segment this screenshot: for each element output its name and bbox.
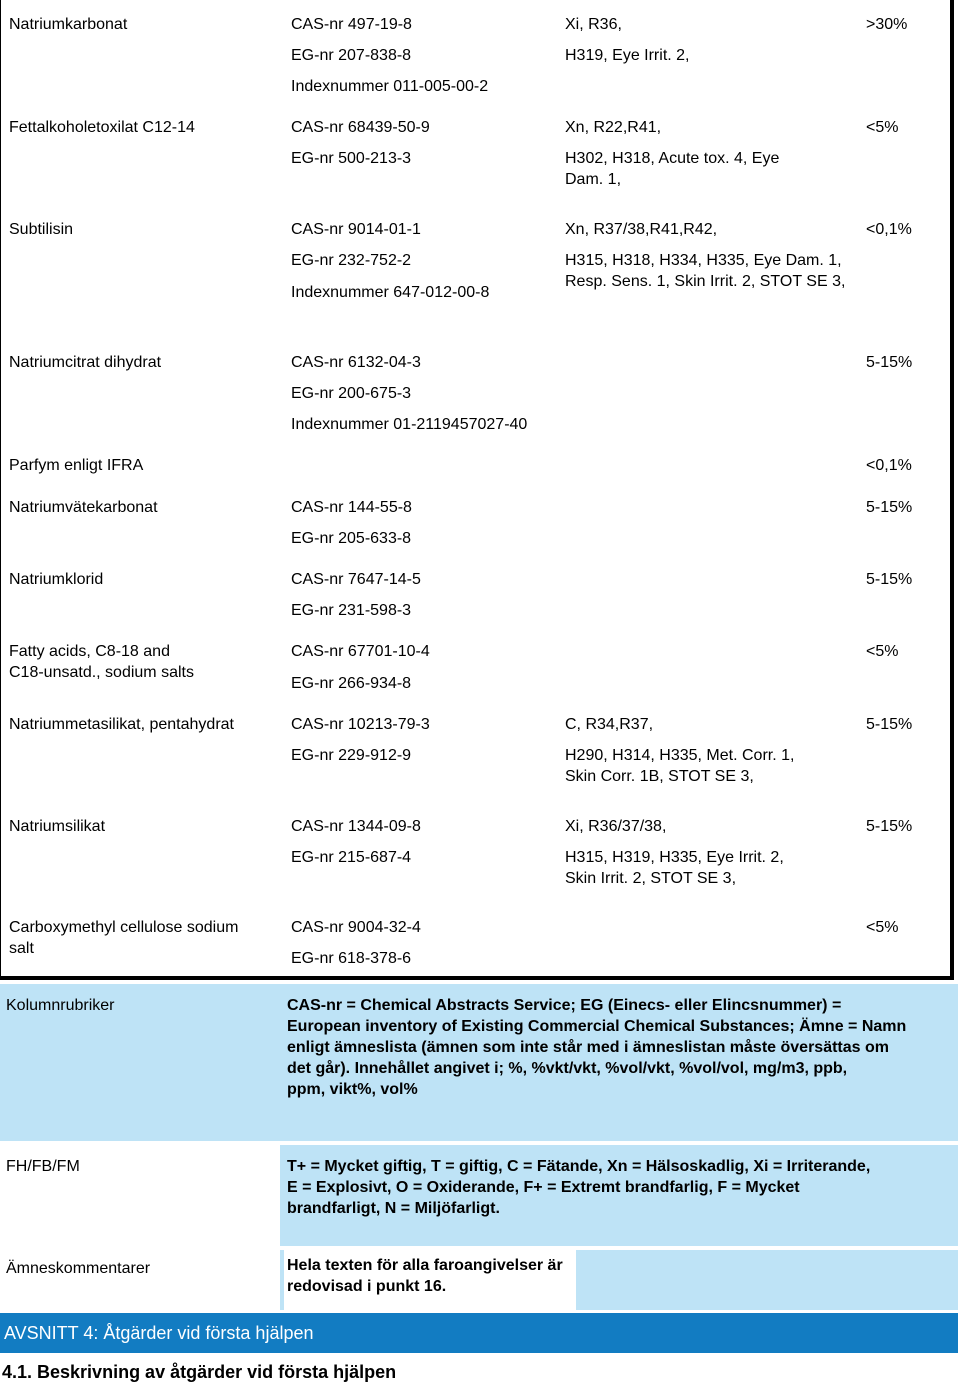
- substance-name: Parfym enligt IFRA: [9, 457, 144, 474]
- substance-name: Natriumsilikat: [9, 818, 106, 835]
- kolumnrubriker-text-line: det går). Innehållet angivet i; %, %vkt/vkt, %vol/vkt, %vol/vol, mg/m3, ppb,: [287, 1060, 848, 1077]
- concentration: <5%: [866, 643, 899, 660]
- concentration: <0,1%: [866, 457, 912, 474]
- substance-name-cont: salt: [9, 940, 34, 957]
- subsection-title: 4.1. Beskrivning av åtgärder vid första hjälpen: [2, 1362, 397, 1382]
- eg-number: EG-nr 232-752-2: [291, 252, 412, 269]
- cas-number: CAS-nr 7647-14-5: [291, 571, 421, 588]
- amne-text-line: redovisad i punkt 16.: [287, 1278, 447, 1295]
- kolumnrubriker-text-line: European inventory of Existing Commercial Chemical Substances; Ämne = Namn: [287, 1018, 907, 1035]
- kolumnrubriker-text-line: CAS-nr = Chemical Abstracts Service; EG (Einecs- eller Elincsnummer) =: [287, 997, 842, 1014]
- substance-name: Carboxymethyl cellulose sodium: [9, 919, 239, 936]
- concentration: <5%: [866, 119, 899, 136]
- eg-number: EG-nr 200-675-3: [291, 385, 412, 402]
- section-title: AVSNITT 4: Åtgärder vid första hjälpen: [4, 1323, 314, 1343]
- substance-name: Natriumcitrat dihydrat: [9, 354, 162, 371]
- concentration: >30%: [866, 16, 908, 33]
- hazard-statements-cont: Skin Irrit. 2, STOT SE 3,: [565, 870, 737, 887]
- concentration: <5%: [866, 919, 899, 936]
- eg-number: EG-nr 266-934-8: [291, 675, 412, 692]
- amne-text-line: Hela texten för alla faroangivelser är: [287, 1257, 563, 1274]
- substance-name-cont: C18-unsatd., sodium salts: [9, 664, 194, 681]
- substance-name: Natriumklorid: [9, 571, 104, 588]
- concentration: 5-15%: [866, 818, 913, 835]
- kolumnrubriker-label: Kolumnrubriker: [6, 997, 115, 1014]
- substance-name: Subtilisin: [9, 221, 74, 238]
- cas-number: CAS-nr 6132-04-3: [291, 354, 421, 371]
- concentration: 5-15%: [866, 571, 913, 588]
- cas-number: CAS-nr 1344-09-8: [291, 818, 421, 835]
- kolumnrubriker-text-line: enligt ämneslista (ämnen som inte står med i ämneslistan måste översättas om: [287, 1039, 889, 1056]
- eg-number: EG-nr 215-687-4: [291, 849, 412, 866]
- fh-text-line: brandfarligt, N = Miljöfarligt.: [287, 1200, 500, 1217]
- concentration: 5-15%: [866, 354, 913, 371]
- substance-name: Fettalkoholetoxilat C12-14: [9, 119, 195, 136]
- eg-number: EG-nr 231-598-3: [291, 602, 412, 619]
- hazard-statements: H315, H318, H334, H335, Eye Dam. 1,: [565, 252, 842, 269]
- classification: C, R34,R37,: [565, 716, 654, 733]
- index-number: Indexnummer 01-2119457027-40: [291, 416, 528, 433]
- kolumnrubriker-text-line: ppm, vikt%, vol%: [287, 1081, 418, 1098]
- cas-number: CAS-nr 10213-79-3: [291, 716, 430, 733]
- classification: Xi, R36,: [565, 16, 622, 33]
- hazard-statements-cont: Resp. Sens. 1, Skin Irrit. 2, STOT SE 3,: [565, 273, 846, 290]
- hazard-statements: H319, Eye Irrit. 2,: [565, 47, 690, 64]
- eg-number: EG-nr 205-633-8: [291, 530, 412, 547]
- hazard-statements: H290, H314, H335, Met. Corr. 1,: [565, 747, 795, 764]
- substance-name: Fatty acids, C8-18 and: [9, 643, 170, 660]
- concentration: <0,1%: [866, 221, 912, 238]
- classification: Xn, R22,R41,: [565, 119, 662, 136]
- hazard-statements: H315, H319, H335, Eye Irrit. 2,: [565, 849, 784, 866]
- substance-name: Natriummetasilikat, pentahydrat: [9, 716, 234, 733]
- cas-number: CAS-nr 68439-50-9: [291, 119, 430, 136]
- hazard-statements-cont: Skin Corr. 1B, STOT SE 3,: [565, 768, 754, 785]
- hazard-statements: H302, H318, Acute tox. 4, Eye: [565, 150, 780, 167]
- fh-text-line: T+ = Mycket giftig, T = giftig, C = Fätande, Xn = Hälsoskadlig, Xi = Irriterande,: [287, 1158, 871, 1175]
- cas-number: CAS-nr 497-19-8: [291, 16, 412, 33]
- hazard-statements-cont: Dam. 1,: [565, 171, 622, 188]
- eg-number: EG-nr 618-378-6: [291, 950, 412, 967]
- classification: Xi, R36/37/38,: [565, 818, 667, 835]
- cas-number: CAS-nr 144-55-8: [291, 499, 412, 516]
- fh-label: FH/FB/FM: [6, 1158, 80, 1175]
- classification: Xn, R37/38,R41,R42,: [565, 221, 718, 238]
- cas-number: CAS-nr 9014-01-1: [291, 221, 421, 238]
- cas-number: CAS-nr 9004-32-4: [291, 919, 421, 936]
- amneskommentarer-label: Ämneskommentarer: [6, 1260, 151, 1277]
- concentration: 5-15%: [866, 499, 913, 516]
- substance-name: Natriumvätekarbonat: [9, 499, 158, 516]
- fh-text-line: E = Explosivt, O = Oxiderande, F+ = Extremt brandfarlig, F = Mycket: [287, 1179, 800, 1196]
- eg-number: EG-nr 500-213-3: [291, 150, 412, 167]
- cas-number: CAS-nr 67701-10-4: [291, 643, 430, 660]
- index-number: Indexnummer 647-012-00-8: [291, 284, 490, 301]
- eg-number: EG-nr 207-838-8: [291, 47, 412, 64]
- concentration: 5-15%: [866, 716, 913, 733]
- substance-name: Natriumkarbonat: [9, 16, 128, 33]
- eg-number: EG-nr 229-912-9: [291, 747, 412, 764]
- index-number: Indexnummer 011-005-00-2: [291, 78, 489, 95]
